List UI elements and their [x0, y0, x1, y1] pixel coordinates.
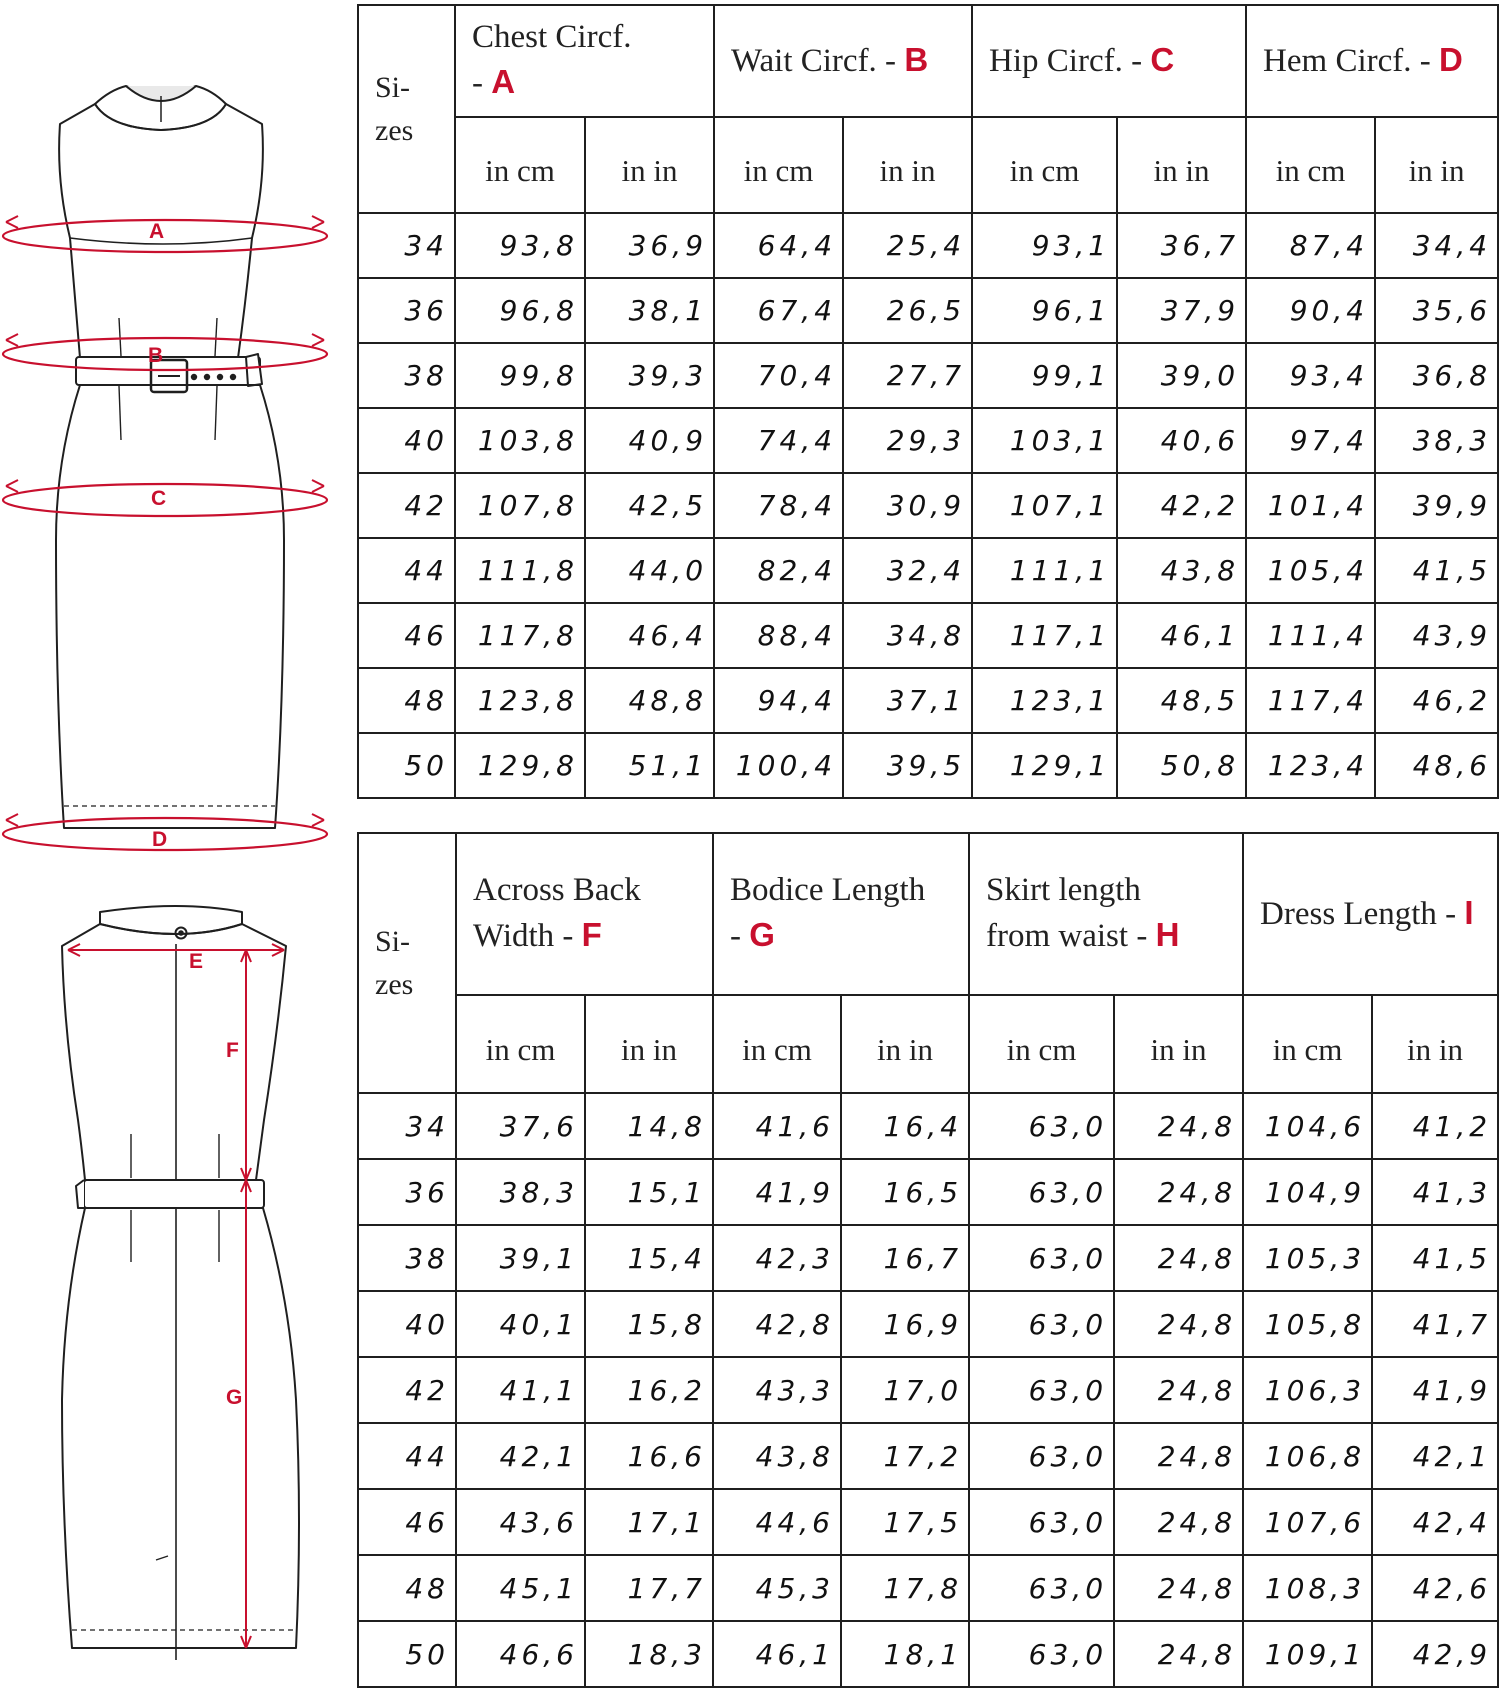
table-row [358, 1225, 1498, 1291]
table-row [358, 1093, 1498, 1159]
unit-in: in in [1117, 117, 1246, 213]
value-in-cell: 42,6 [1372, 1555, 1498, 1621]
label-d: D [152, 828, 168, 851]
value-cm-cell: 97,4 [1246, 408, 1375, 473]
value-cm-cell: 46,6 [456, 1621, 585, 1687]
value-in-cell: 38,3 [1375, 408, 1498, 473]
value-cm-cell: 105,8 [1243, 1291, 1372, 1357]
value-in-cell: 18,1 [841, 1621, 969, 1687]
value-cm-cell: 94,4 [714, 668, 843, 733]
label-c: C [151, 487, 167, 510]
value-in-cell: 29,3 [843, 408, 972, 473]
value-cm-cell: 70,4 [714, 343, 843, 408]
value-in-cell: 41,2 [1372, 1093, 1498, 1159]
value-cm-cell: 100,4 [714, 733, 843, 798]
unit-cm: in cm [714, 117, 843, 213]
value-cm-cell: 129,1 [972, 733, 1117, 798]
value-in-cell: 41,7 [1372, 1291, 1498, 1357]
header-hem: Hem Circf. - D [1246, 5, 1498, 117]
value-cm-cell: 101,4 [1246, 473, 1375, 538]
value-cm-cell: 96,1 [972, 278, 1117, 343]
value-in-cell: 27,7 [843, 343, 972, 408]
label-b: B [148, 344, 164, 367]
value-cm-cell: 41,9 [713, 1159, 841, 1225]
value-in-cell: 14,8 [585, 1093, 713, 1159]
value-cm-cell: 111,1 [972, 538, 1117, 603]
value-cm-cell: 88,4 [714, 603, 843, 668]
table-row [358, 473, 1498, 538]
value-cm-cell: 99,1 [972, 343, 1117, 408]
value-in-cell: 43,8 [1117, 538, 1246, 603]
value-cm-cell: 42,8 [713, 1291, 841, 1357]
value-cm-cell: 109,1 [1243, 1621, 1372, 1687]
table-row [358, 1621, 1498, 1687]
label-a: A [149, 220, 165, 243]
value-cm-cell: 37,6 [456, 1093, 585, 1159]
value-in-cell: 18,3 [585, 1621, 713, 1687]
table-row [358, 278, 1498, 343]
value-in-cell: 36,8 [1375, 343, 1498, 408]
value-cm-cell: 129,8 [455, 733, 585, 798]
value-in-cell: 24,8 [1114, 1159, 1243, 1225]
value-cm-cell: 107,1 [972, 473, 1117, 538]
value-in-cell: 17,2 [841, 1423, 969, 1489]
value-cm-cell: 67,4 [714, 278, 843, 343]
value-cm-cell: 93,4 [1246, 343, 1375, 408]
value-cm-cell: 93,8 [455, 213, 585, 278]
size-table-length [357, 832, 1499, 1688]
value-in-cell: 39,3 [585, 343, 714, 408]
value-cm-cell: 104,9 [1243, 1159, 1372, 1225]
table-row [358, 1159, 1498, 1225]
value-in-cell: 43,9 [1375, 603, 1498, 668]
value-in-cell: 48,8 [585, 668, 714, 733]
value-cm-cell: 38,3 [456, 1159, 585, 1225]
value-in-cell: 42,2 [1117, 473, 1246, 538]
value-cm-cell: 63,0 [969, 1423, 1114, 1489]
value-cm-cell: 111,4 [1246, 603, 1375, 668]
value-cm-cell: 74,4 [714, 408, 843, 473]
value-in-cell: 30,9 [843, 473, 972, 538]
value-cm-cell: 103,8 [455, 408, 585, 473]
back-bodice [62, 924, 286, 1180]
value-in-cell: 24,8 [1114, 1423, 1243, 1489]
value-in-cell: 41,5 [1372, 1225, 1498, 1291]
value-in-cell: 48,6 [1375, 733, 1498, 798]
header-chest: Chest Circf. - A [455, 5, 714, 117]
size-cell: 34 [358, 1093, 456, 1159]
value-in-cell: 24,8 [1114, 1291, 1243, 1357]
value-cm-cell: 46,1 [713, 1621, 841, 1687]
value-in-cell: 15,1 [585, 1159, 713, 1225]
header-hip: Hip Circf. - C [972, 5, 1246, 117]
value-cm-cell: 82,4 [714, 538, 843, 603]
value-cm-cell: 123,8 [455, 668, 585, 733]
value-in-cell: 24,8 [1114, 1555, 1243, 1621]
value-in-cell: 41,5 [1375, 538, 1498, 603]
size-cell: 36 [358, 1159, 456, 1225]
unit-in: in in [841, 995, 969, 1093]
value-cm-cell: 96,8 [455, 278, 585, 343]
value-in-cell: 34,8 [843, 603, 972, 668]
value-in-cell: 41,3 [1372, 1159, 1498, 1225]
value-cm-cell: 93,1 [972, 213, 1117, 278]
unit-row [358, 995, 1498, 1093]
value-cm-cell: 63,0 [969, 1159, 1114, 1225]
label-f: F [226, 1039, 239, 1062]
value-cm-cell: 123,1 [972, 668, 1117, 733]
size-cell: 46 [358, 1489, 456, 1555]
value-cm-cell: 45,1 [456, 1555, 585, 1621]
size-cell: 40 [358, 408, 455, 473]
value-cm-cell: 105,4 [1246, 538, 1375, 603]
value-in-cell: 24,8 [1114, 1489, 1243, 1555]
value-in-cell: 17,1 [585, 1489, 713, 1555]
value-cm-cell: 104,6 [1243, 1093, 1372, 1159]
value-cm-cell: 63,0 [969, 1225, 1114, 1291]
value-cm-cell: 103,1 [972, 408, 1117, 473]
unit-in: in in [585, 995, 713, 1093]
value-cm-cell: 107,8 [455, 473, 585, 538]
value-cm-cell: 40,1 [456, 1291, 585, 1357]
table-row [358, 733, 1498, 798]
value-cm-cell: 43,6 [456, 1489, 585, 1555]
unit-cm: in cm [455, 117, 585, 213]
back-belt [84, 1180, 264, 1208]
value-in-cell: 26,5 [843, 278, 972, 343]
value-in-cell: 17,7 [585, 1555, 713, 1621]
value-in-cell: 39,9 [1375, 473, 1498, 538]
value-in-cell: 40,9 [585, 408, 714, 473]
value-in-cell: 42,1 [1372, 1423, 1498, 1489]
header-bodice-length: Bodice Length - G [713, 833, 969, 995]
value-in-cell: 17,0 [841, 1357, 969, 1423]
value-cm-cell: 87,4 [1246, 213, 1375, 278]
table-row [358, 668, 1498, 733]
size-cell: 34 [358, 213, 455, 278]
value-in-cell: 41,9 [1372, 1357, 1498, 1423]
value-in-cell: 15,8 [585, 1291, 713, 1357]
header-skirt-length: Skirt length from waist - H [969, 833, 1243, 995]
value-cm-cell: 63,0 [969, 1357, 1114, 1423]
value-in-cell: 35,6 [1375, 278, 1498, 343]
value-cm-cell: 108,3 [1243, 1555, 1372, 1621]
size-cell: 46 [358, 603, 455, 668]
table-row [358, 343, 1498, 408]
value-cm-cell: 64,4 [714, 213, 843, 278]
value-cm-cell: 117,4 [1246, 668, 1375, 733]
value-cm-cell: 43,3 [713, 1357, 841, 1423]
unit-cm: in cm [972, 117, 1117, 213]
value-in-cell: 25,4 [843, 213, 972, 278]
value-cm-cell: 42,1 [456, 1423, 585, 1489]
value-in-cell: 48,5 [1117, 668, 1246, 733]
label-g: G [226, 1386, 243, 1409]
size-cell: 40 [358, 1291, 456, 1357]
table-row [358, 1423, 1498, 1489]
value-cm-cell: 99,8 [455, 343, 585, 408]
unit-in: in in [1372, 995, 1498, 1093]
value-cm-cell: 107,6 [1243, 1489, 1372, 1555]
value-in-cell: 46,4 [585, 603, 714, 668]
value-cm-cell: 111,8 [455, 538, 585, 603]
table2-body [358, 1093, 1498, 1687]
value-in-cell: 16,6 [585, 1423, 713, 1489]
value-in-cell: 32,4 [843, 538, 972, 603]
value-cm-cell: 44,6 [713, 1489, 841, 1555]
table-row [358, 213, 1498, 278]
size-cell: 44 [358, 538, 455, 603]
value-in-cell: 38,1 [585, 278, 714, 343]
value-in-cell: 40,6 [1117, 408, 1246, 473]
unit-in: in in [843, 117, 972, 213]
value-cm-cell: 63,0 [969, 1093, 1114, 1159]
unit-cm: in cm [1246, 117, 1375, 213]
size-cell: 50 [358, 1621, 456, 1687]
size-cell: 42 [358, 1357, 456, 1423]
size-cell: 42 [358, 473, 455, 538]
table-row [358, 538, 1498, 603]
size-cell: 38 [358, 1225, 456, 1291]
value-in-cell: 16,9 [841, 1291, 969, 1357]
dress-back-diagram [0, 0, 340, 1703]
table-row [358, 408, 1498, 473]
table-row [358, 1555, 1498, 1621]
value-in-cell: 24,8 [1114, 1621, 1243, 1687]
value-cm-cell: 106,8 [1243, 1423, 1372, 1489]
value-in-cell: 16,4 [841, 1093, 969, 1159]
unit-cm: in cm [713, 995, 841, 1093]
value-in-cell: 17,8 [841, 1555, 969, 1621]
value-in-cell: 34,4 [1375, 213, 1498, 278]
value-in-cell: 46,2 [1375, 668, 1498, 733]
unit-cm: in cm [456, 995, 585, 1093]
size-cell: 44 [358, 1423, 456, 1489]
back-skirt [62, 1208, 299, 1648]
value-cm-cell: 117,1 [972, 603, 1117, 668]
value-in-cell: 46,1 [1117, 603, 1246, 668]
table1-body [358, 213, 1498, 798]
value-in-cell: 24,8 [1114, 1093, 1243, 1159]
value-in-cell: 37,1 [843, 668, 972, 733]
value-in-cell: 42,5 [585, 473, 714, 538]
header-across-back: Across Back Width - F [456, 833, 713, 995]
size-cell: 36 [358, 278, 455, 343]
value-cm-cell: 63,0 [969, 1555, 1114, 1621]
value-cm-cell: 41,6 [713, 1093, 841, 1159]
value-in-cell: 36,9 [585, 213, 714, 278]
value-cm-cell: 117,8 [455, 603, 585, 668]
value-cm-cell: 63,0 [969, 1621, 1114, 1687]
value-in-cell: 39,5 [843, 733, 972, 798]
value-in-cell: 39,0 [1117, 343, 1246, 408]
label-e: E [189, 950, 204, 973]
sizes-header: Si- zes [358, 833, 456, 1093]
value-cm-cell: 105,3 [1243, 1225, 1372, 1291]
unit-in: in in [585, 117, 714, 213]
value-cm-cell: 90,4 [1246, 278, 1375, 343]
size-cell: 38 [358, 343, 455, 408]
value-in-cell: 36,7 [1117, 213, 1246, 278]
unit-cm: in cm [1243, 995, 1372, 1093]
value-in-cell: 15,4 [585, 1225, 713, 1291]
size-cell: 48 [358, 1555, 456, 1621]
value-cm-cell: 39,1 [456, 1225, 585, 1291]
size-cell: 48 [358, 668, 455, 733]
value-in-cell: 17,5 [841, 1489, 969, 1555]
value-cm-cell: 78,4 [714, 473, 843, 538]
value-cm-cell: 42,3 [713, 1225, 841, 1291]
sizes-header: Si- zes [358, 5, 455, 213]
value-cm-cell: 63,0 [969, 1489, 1114, 1555]
value-in-cell: 42,9 [1372, 1621, 1498, 1687]
value-in-cell: 16,2 [585, 1357, 713, 1423]
unit-in: in in [1114, 995, 1243, 1093]
header-waist: Wait Circf. - B [714, 5, 972, 117]
value-cm-cell: 123,4 [1246, 733, 1375, 798]
value-cm-cell: 43,8 [713, 1423, 841, 1489]
value-cm-cell: 63,0 [969, 1291, 1114, 1357]
table-row [358, 1291, 1498, 1357]
value-cm-cell: 45,3 [713, 1555, 841, 1621]
value-in-cell: 42,4 [1372, 1489, 1498, 1555]
value-in-cell: 51,1 [585, 733, 714, 798]
value-cm-cell: 41,1 [456, 1357, 585, 1423]
unit-in: in in [1375, 117, 1498, 213]
header-dress-length: Dress Length - I [1243, 833, 1498, 995]
value-in-cell: 44,0 [585, 538, 714, 603]
table-row [358, 1489, 1498, 1555]
unit-cm: in cm [969, 995, 1114, 1093]
value-in-cell: 37,9 [1117, 278, 1246, 343]
value-in-cell: 24,8 [1114, 1357, 1243, 1423]
value-in-cell: 16,5 [841, 1159, 969, 1225]
size-table-circumference [357, 4, 1499, 799]
value-in-cell: 16,7 [841, 1225, 969, 1291]
value-in-cell: 24,8 [1114, 1225, 1243, 1291]
size-cell: 50 [358, 733, 455, 798]
value-cm-cell: 106,3 [1243, 1357, 1372, 1423]
value-in-cell: 50,8 [1117, 733, 1246, 798]
unit-row [358, 117, 1498, 213]
table-row [358, 1357, 1498, 1423]
table-row [358, 603, 1498, 668]
